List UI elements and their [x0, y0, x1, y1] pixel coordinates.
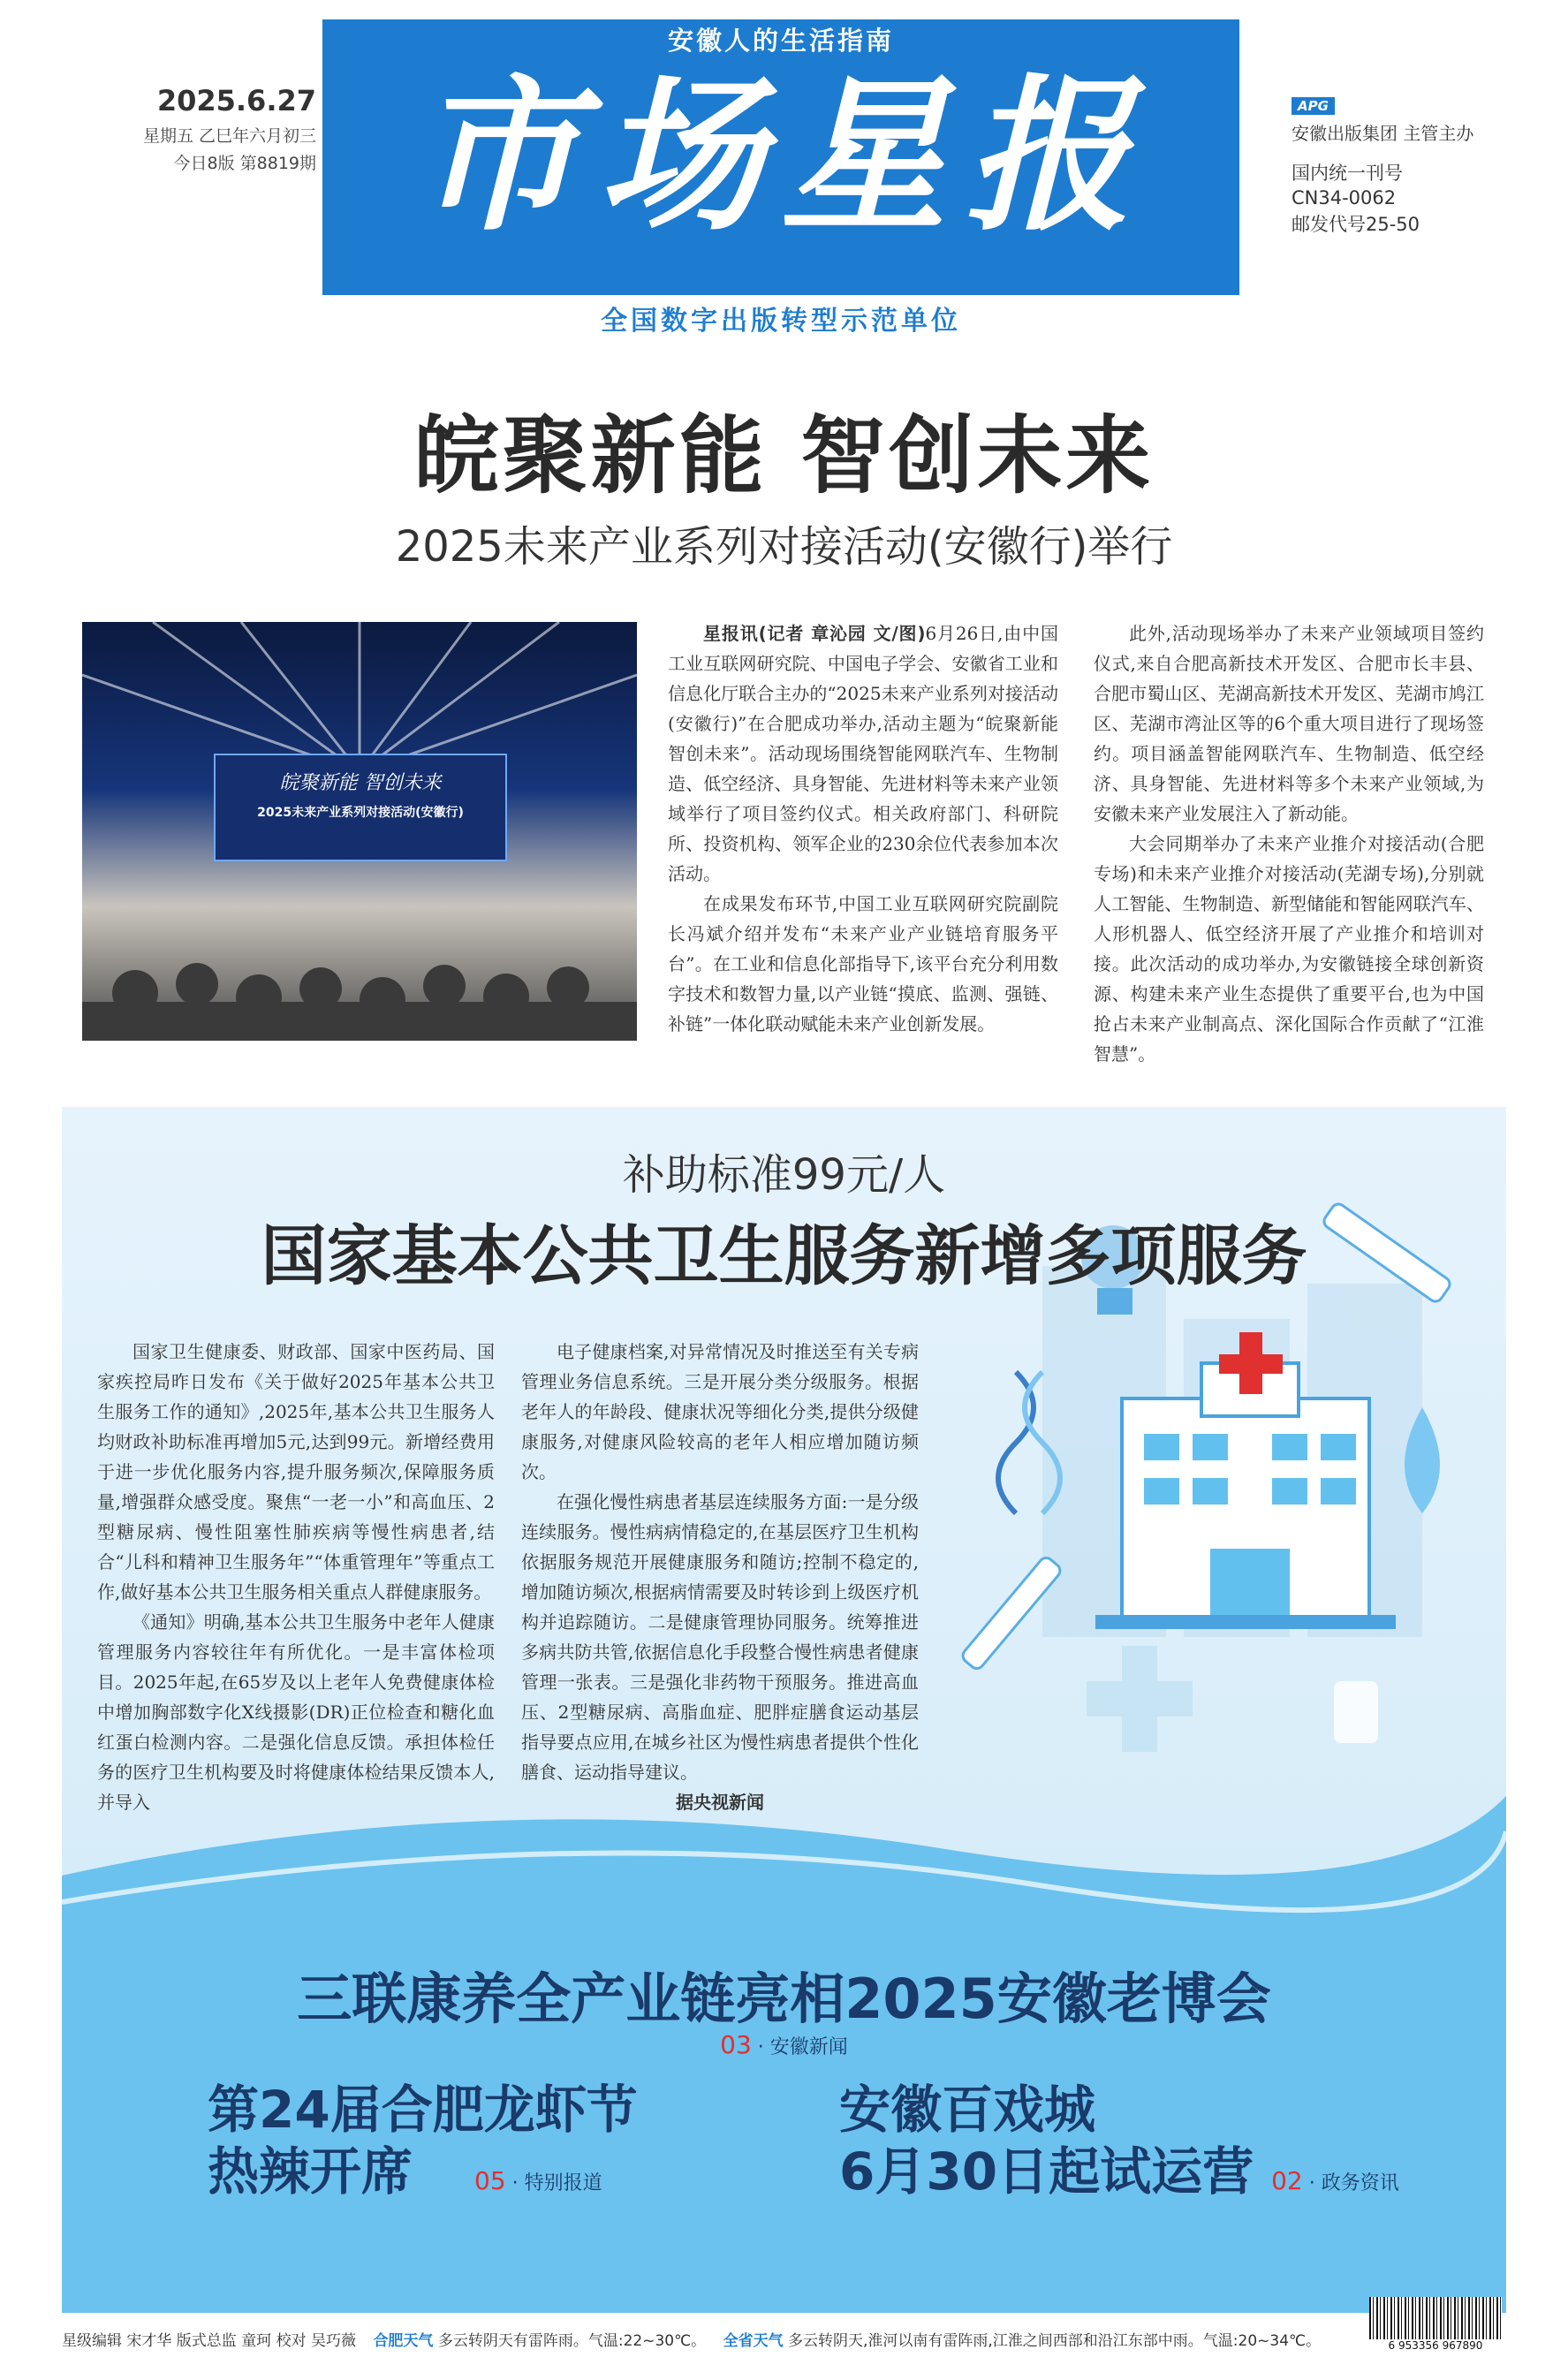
- lead-para: 在成果发布环节,中国工业互联网研究院副院长冯斌介绍并发布“未来产业产业链培育服务平台”。在工业和信息化部指导下,该平台充分利用数字技术和数智力量,以产业链“摸底、监测、强链、补链”一体化联动赋能未来产业创新发展。: [668, 893, 1058, 1035]
- health-para: 在强化慢性病患者基层连续服务方面:一是分级连续服务。慢性病病情稳定的,在基层医疗卫生机构依据服务规范开展健康服务和随访;控制不稳定的,增加随访频次,根据病情需要及时转诊到上级医疗机构并追踪随访。二是健康管理协同服务。统筹推进多病共防共管,依据信息化手段整合慢性病患者健康管理一张表。三是强化非药物干预服务。推进高血压、2型糖尿病、高脂血症、肥胖症膳食运动基层指导要点应用,在城乡社区为慢性病患者提供个性化膳食、运动指导建议。: [521, 1491, 919, 1783]
- masthead-subtitle: 全国数字出版转型示范单位: [601, 306, 961, 337]
- teaser-right: [839, 2079, 1399, 2215]
- teaser-left-page: 05 · 特别报道: [474, 2166, 602, 2195]
- teaser-right-line-2: 6月30日起试运营 02 · 政务资讯: [839, 2141, 1399, 2202]
- health-col-2: [521, 1337, 919, 1817]
- lead-byline: 星报讯(记者 章沁园 文/图): [703, 623, 926, 644]
- publisher: 安徽出版集团 主管主办: [1292, 123, 1474, 144]
- barcode-number: 6 953356 967890: [1388, 2339, 1483, 2352]
- teaser-main-page: 03 · 安徽新闻: [720, 2030, 848, 2059]
- health-headline: 国家基本公共卫生服务新增多项服务: [261, 1218, 1307, 1294]
- province-weather: 多云转阴天,淮河以南有雷阵雨,江淮之间西部和沿江东部中雨。气温:20~34℃。: [787, 2332, 1322, 2350]
- section-name: 安徽新闻: [769, 2036, 848, 2058]
- lead-para: 6月26日,由中国工业互联网研究院、中国电子学会、安徽省工业和信息化厅联合主办的“2025未来产业系列对接活动(安徽行)”在合肥成功举办,活动主题为“皖聚新能 智创未来”。活动现场围绕智能网联汽车、生物制造、低空经济、具身智能、先进材料等未来产业领域举行了项目签约仪式。相关政府部门、科研院所、投资机构、领军企业的230余位代表参加本次活动。: [668, 623, 1059, 884]
- teaser-right-page: 02 · 政务资讯: [1271, 2166, 1399, 2195]
- hefei-weather: 多云转阴天有雷阵雨。气温:22~30℃。: [437, 2332, 707, 2350]
- masthead-date-block: [87, 84, 316, 174]
- photo-screen-subtitle: 2025未来产业系列对接活动(安徽行): [257, 806, 464, 820]
- health-para: 《通知》明确,基本公共卫生服务中老年人健康管理服务内容较往年有所优化。一是丰富体检项目。2025年起,在65岁及以上老年人免费健康体检中增加胸部数字化X线摄影(DR)正位检查和糖化血红蛋白检测内容。二是强化信息反馈。承担体检任务的医疗卫生机构要及时将健康体检结果反馈本人,并导入: [97, 1611, 495, 1813]
- province-weather-label: 全省天气: [723, 2332, 784, 2350]
- registration-3: 邮发代号25-50: [1292, 214, 1420, 235]
- footer-bar: [62, 2323, 1506, 2359]
- hefei-weather-label: 合肥天气: [373, 2332, 434, 2350]
- health-para: 国家卫生健康委、财政部、国家中医药局、国家疾控局昨日发布《关于做好2025年基本公共卫生服务工作的通知》,2025年,基本公共卫生服务人均财政补助标准再增加5元,达到99元。新增经费用于进一步优化服务内容,提升服务频次,保障服务质量,增强群众感受度。聚焦“一老一小”和高血压、2型糖尿病、慢性阻塞性肺疾病等慢性病患者,结合“儿科和精神卫生服务年”“体重管理年”等重点工作,做好基本公共卫生服务相关重点人群健康服务。: [97, 1341, 495, 1603]
- newspaper-title-logo: 市场星报: [413, 58, 1148, 254]
- lunar-date: 星期五 乙巳年六月初三: [142, 126, 316, 146]
- lead-para: 此外,活动现场举办了未来产业领域项目签约仪式,来自合肥高新技术开发区、合肥市长丰县、合肥市蜀山区、芜湖高新技术开发区、芜湖市鸠江区、芜湖市湾沚区等的6个重大项目进行了现场签约。项目涵盖智能网联汽车、生物制造、低空经济、具身智能、先进材料等多个未来产业领域,为安徽未来产业发展注入了新动能。: [1094, 623, 1484, 824]
- health-col-1: [97, 1337, 495, 1817]
- teaser-main-title: 三联康养全产业链亮相2025安徽老博会: [297, 1967, 1271, 2031]
- teaser-right-line-1: 安徽百戏城: [839, 2080, 1096, 2140]
- health-kicker: 补助标准99元/人: [622, 1150, 946, 1200]
- lead-para: 大会同期举办了未来产业推介对接活动(合肥专场)和未来产业推介对接活动(芜湖专场),分别就人工智能、生物制造、新型储能和智能网联汽车、人形机器人、低空经济开展了产业推介和培训对接。此次活动的成功举办,为安徽链接全球创新资源、构建未来产业生态提供了重要平台,也为中国抢占未来产业制高点、深化国际合作贡献了“江淮智慧”。: [1094, 833, 1484, 1065]
- apg-logo: APG: [1292, 97, 1473, 114]
- masthead-tagline: 安徽人的生活指南: [667, 26, 894, 56]
- staff-credits: 星级编辑 宋才华 版式总监 童珂 校对 吴巧薇: [62, 2332, 357, 2350]
- issue-date: 2025.6.27: [156, 84, 316, 117]
- stage-lights: [82, 622, 637, 1041]
- teaser-left-line-1: 第24届合肥龙虾节: [208, 2080, 638, 2140]
- registration-2: CN34-0062: [1292, 187, 1397, 208]
- page-number: 03: [720, 2030, 752, 2059]
- photo-screen-title: 皖聚新能 智创未来: [279, 772, 442, 794]
- health-para: 电子健康档案,对异常情况及时推送至有关专病管理业务信息系统。三是开展分类分级服务。根据老年人的年龄段、健康状况等细化分类,提供分级健康服务,对健康风险较高的老年人相应增加随访频次。: [521, 1341, 919, 1482]
- teaser-left-line-2: 热辣开席 05 · 特别报道: [208, 2141, 602, 2202]
- lead-subhead: 2025未来产业系列对接活动(安徽行)举行: [395, 522, 1173, 572]
- barcode-bars: [1369, 2297, 1502, 2339]
- teaser-left: [208, 2079, 638, 2215]
- lead-col-2: [1094, 618, 1484, 1069]
- issue-number: 今日8版 第8819期: [173, 154, 316, 173]
- health-panel: [62, 1107, 1506, 2313]
- lead-photo: [82, 622, 637, 1041]
- masthead-banner: [322, 19, 1239, 295]
- lead-col-1: [668, 618, 1058, 1039]
- masthead-info: [1292, 97, 1473, 237]
- registration-1: 国内统一刊号: [1292, 163, 1403, 184]
- lead-headline: 皖聚新能 智创未来: [413, 406, 1155, 505]
- health-source: 据央视新闻: [676, 1792, 764, 1813]
- barcode: [1369, 2297, 1502, 2359]
